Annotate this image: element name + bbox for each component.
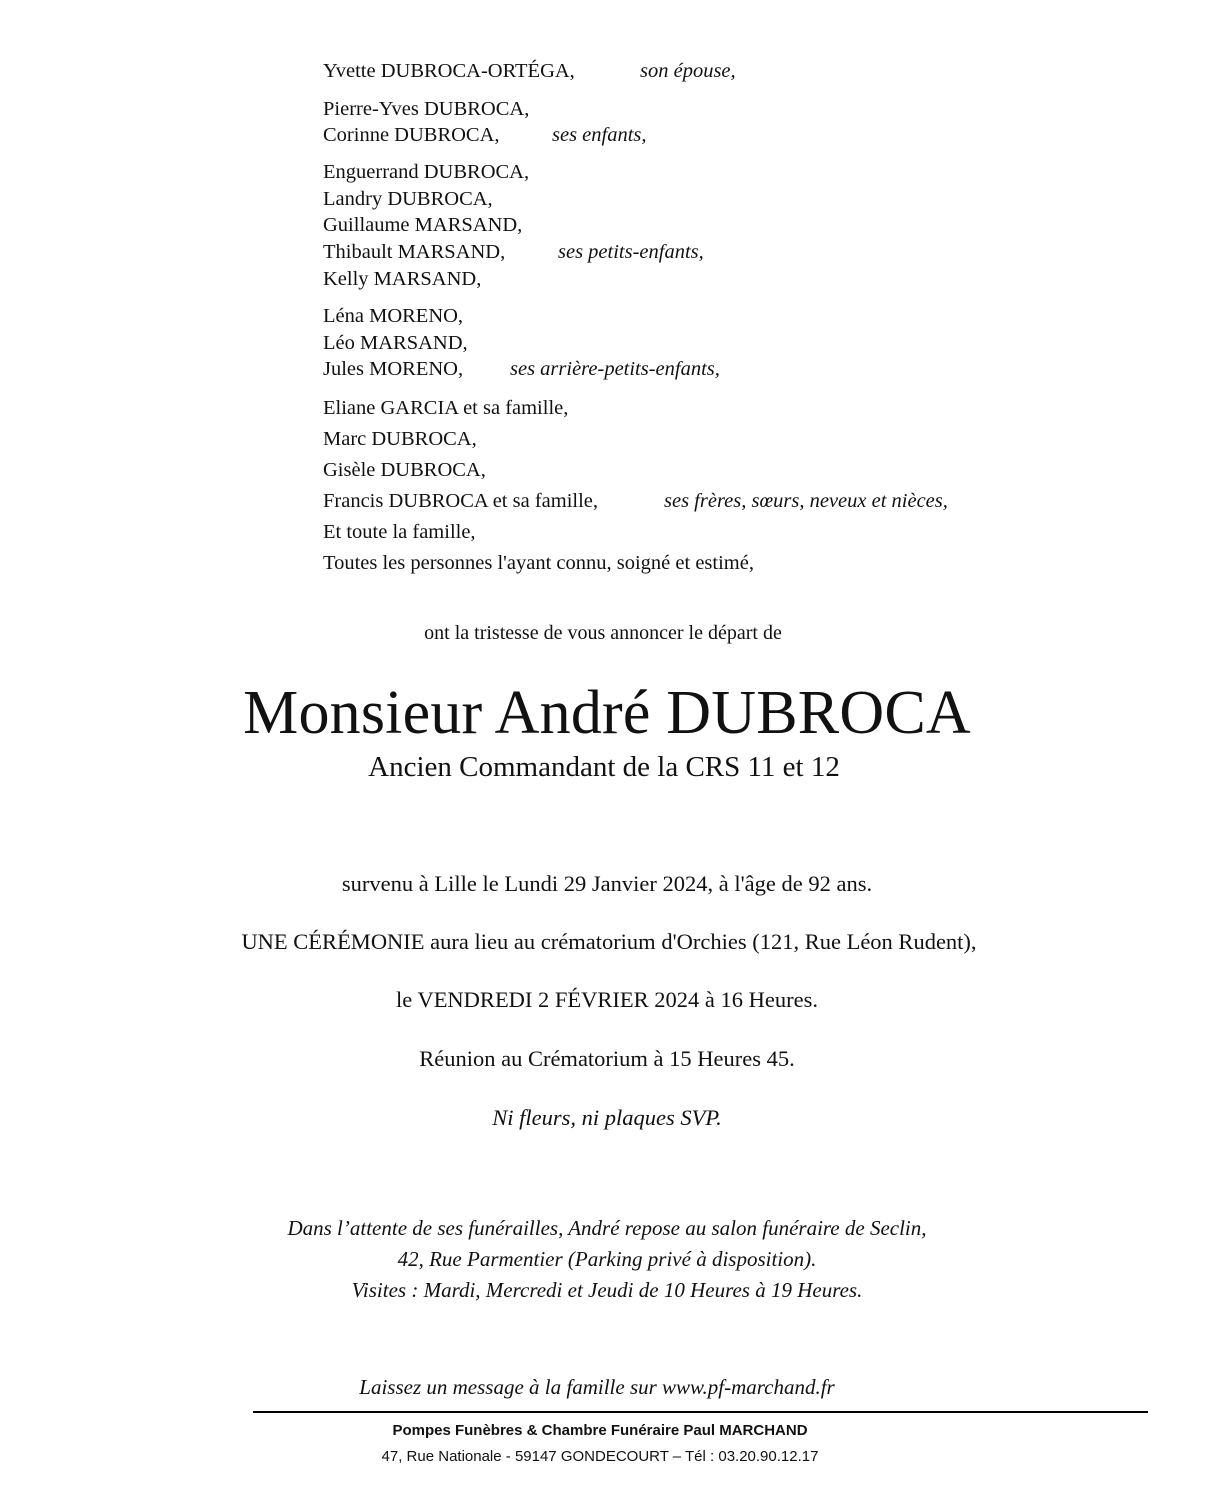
grandchild-name: Landry DUBROCA, [323,188,493,210]
grandchild-name: Kelly MARSAND, [323,268,482,290]
death-details: survenu à Lille le Lundi 29 Janvier 2024, à l'âge de 92 ans. [341,871,873,896]
grandchild-name [323,241,704,264]
child-name: Pierre-Yves DUBROCA, [323,98,530,120]
sibling-name: Gisèle DUBROCA, [323,459,486,481]
spouse-name: Yvette DUBROCA-ORTÉGA, [323,60,575,82]
ceremony-details: UNE CÉRÉMONIE aura lieu au crématorium d'Orchies (121, Rue Léon Rudent), [241,929,977,954]
sibling-name [323,490,948,513]
great-grandchild-name: Léna MORENO, [323,305,464,327]
spouse-line [323,60,736,83]
wake-line-1: Dans l’attente de ses funérailles, André repose au salon funéraire de Seclin, [287,1216,927,1240]
wake-line-2: 42, Rue Parmentier (Parking privé à disposition). [397,1247,817,1271]
deceased-title: Ancien Commandant de la CRS 11 et 12 [368,751,840,783]
great-grandchildren-relation: ses arrière-petits-enfants, [510,358,720,380]
meeting-details: Réunion au Crématorium à 15 Heures 45. [419,1046,795,1071]
grandchild-name: Guillaume MARSAND, [323,214,523,236]
deceased-name: Monsieur André DUBROCA [243,679,971,747]
sibling-name: Marc DUBROCA, [323,428,477,450]
footer-divider [253,1411,1148,1413]
grandchild-name-text: Thibault MARSAND, [323,241,506,263]
child-name-text: Corinne DUBROCA, [323,124,500,146]
message-link-text: Laissez un message à la famille sur www.pf-marchand.fr [359,1375,835,1399]
great-grandchild-name [323,358,720,381]
flowers-notice: Ni fleurs, ni plaques SVP. [492,1105,722,1130]
grandchild-name: Enguerrand DUBROCA, [323,161,530,183]
children-relation: ses enfants, [552,124,647,146]
announcement-text: ont la tristesse de vous annoncer le départ de [424,622,782,644]
sibling-name-text: Francis DUBROCA et sa famille, [323,490,599,512]
sibling-name: Eliane GARCIA et sa famille, [323,397,569,419]
wake-line-3: Visites : Mardi, Mercredi et Jeudi de 10 Heures à 19 Heures. [351,1278,863,1302]
child-name [323,124,647,147]
others-line: Et toute la famille, [323,521,476,543]
spouse-relation: son épouse, [640,60,736,82]
siblings-relation: ses frères, sœurs, neveux et nièces, [664,490,948,512]
ceremony-date: le VENDREDI 2 FÉVRIER 2024 à 16 Heures. [395,987,819,1012]
others-line: Toutes les personnes l'ayant connu, soigné et estimé, [323,552,754,574]
great-grandchild-name: Léo MARSAND, [323,332,468,354]
great-grandchild-name-text: Jules MORENO, [323,358,464,380]
funeral-home-address: 47, Rue Nationale - 59147 GONDECOURT – Tél : 03.20.90.12.17 [381,1448,819,1465]
funeral-home-name: Pompes Funèbres & Chambre Funéraire Paul MARCHAND [392,1422,808,1439]
grandchildren-relation: ses petits-enfants, [558,241,704,263]
